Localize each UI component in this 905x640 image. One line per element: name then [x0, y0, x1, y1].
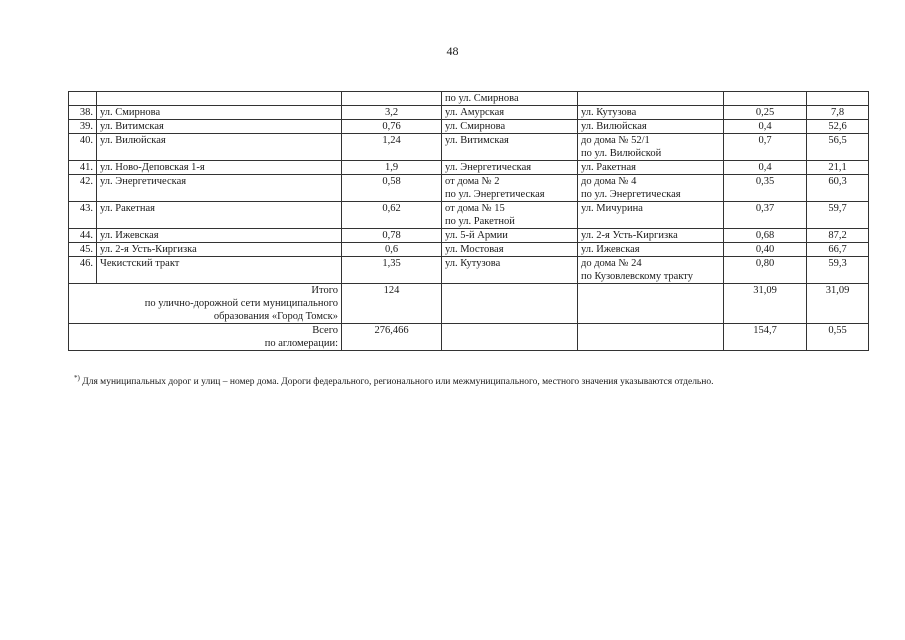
cell-line: по ул. Ракетной	[445, 216, 515, 227]
row-number-cell: 43.	[69, 202, 97, 229]
from-cell	[442, 202, 578, 229]
total-width-cell: 31,09	[724, 284, 807, 324]
cell-line: ул. Вилюйская	[581, 121, 647, 132]
row-number-cell: 38.	[69, 106, 97, 120]
street-name-cell: ул. 2-я Усть-Киргизка	[97, 243, 342, 257]
total-row	[69, 324, 869, 351]
cell-line: ул. Амурская	[445, 107, 505, 118]
to-cell	[578, 229, 724, 243]
cell-line: образования «Город Томск»	[213, 311, 338, 322]
table-row	[69, 202, 869, 229]
cell-line: ул. Кутузова	[581, 107, 637, 118]
cell-line: от дома № 2	[445, 176, 500, 187]
total-label-cell	[69, 324, 342, 351]
width-cell: 0,25	[724, 106, 807, 120]
cell-line: ул. 5-й Армии	[445, 230, 508, 241]
share-cell: 7,8	[807, 106, 869, 120]
table-row	[69, 257, 869, 284]
street-name-cell: ул. Ижевская	[97, 229, 342, 243]
row-number-cell: 44.	[69, 229, 97, 243]
row-number-cell: 41.	[69, 161, 97, 175]
total-length-cell: 124	[342, 284, 442, 324]
length-cell: 1,35	[342, 257, 442, 284]
cell-line: по улично-дорожной сети муниципального	[144, 298, 338, 309]
cell-line: ул. Ижевская	[581, 244, 640, 255]
from-cell	[442, 161, 578, 175]
cell-line: ул. Мостовая	[445, 244, 504, 255]
empty-cell	[578, 324, 724, 351]
cell-line: по Кузовлевскому тракту	[581, 271, 693, 282]
street-name-cell: ул. Энергетическая	[97, 175, 342, 202]
share-cell: 21,1	[807, 161, 869, 175]
width-cell: 0,7	[724, 134, 807, 161]
from-cell: по ул. Смирнова	[442, 92, 578, 106]
cell-line: до дома № 52/1	[581, 135, 650, 146]
empty-cell	[442, 284, 578, 324]
cell-line: по ул. Энергетическая	[445, 189, 545, 200]
from-cell	[442, 175, 578, 202]
cell-line: до дома № 24	[581, 258, 642, 269]
row-number-cell: 46.	[69, 257, 97, 284]
share-cell: 56,5	[807, 134, 869, 161]
page-number: 48	[446, 44, 459, 58]
to-cell	[578, 202, 724, 229]
footnote-text: Для муниципальных дорог и улиц – номер дома. Дороги федерального, регионального или межмуниципального, местного значения указываются отдельно.	[79, 377, 714, 388]
total-width-cell: 154,7	[724, 324, 807, 351]
street-name-cell: ул. Витимская	[97, 120, 342, 134]
cell-line: ул. Мичурина	[581, 203, 643, 214]
width-cell: 0,35	[724, 175, 807, 202]
share-cell: 87,2	[807, 229, 869, 243]
share-cell: 66,7	[807, 243, 869, 257]
share-cell: 60,3	[807, 175, 869, 202]
empty-cell	[578, 284, 724, 324]
width-cell: 0,40	[724, 243, 807, 257]
length-cell: 0,58	[342, 175, 442, 202]
cell-line: ул. Энергетическая	[445, 162, 532, 173]
row-number-cell: 42.	[69, 175, 97, 202]
length-cell: 0,78	[342, 229, 442, 243]
street-name-cell: ул. Ново-Деповская 1-я	[97, 161, 342, 175]
from-cell	[442, 257, 578, 284]
cell-line: Всего	[312, 325, 338, 336]
to-cell	[578, 257, 724, 284]
to-cell	[578, 120, 724, 134]
empty-cell	[442, 324, 578, 351]
length-cell: 3,2	[342, 106, 442, 120]
continuation-row	[69, 92, 869, 106]
length-cell: 0,76	[342, 120, 442, 134]
cell-line: ул. Витимская	[445, 135, 509, 146]
row-number-cell: 39.	[69, 120, 97, 134]
width-cell: 0,37	[724, 202, 807, 229]
from-cell	[442, 229, 578, 243]
roads-table	[68, 91, 869, 351]
width-cell: 0,4	[724, 120, 807, 134]
cell-line: от дома № 15	[445, 203, 505, 214]
total-row	[69, 284, 869, 324]
to-cell	[578, 161, 724, 175]
cell-line: до дома № 4	[581, 176, 637, 187]
to-cell	[578, 175, 724, 202]
row-number-cell: 40.	[69, 134, 97, 161]
to-cell	[578, 106, 724, 120]
row-number-cell: 45.	[69, 243, 97, 257]
table-row	[69, 134, 869, 161]
total-share-cell: 31,09	[807, 284, 869, 324]
from-cell	[442, 106, 578, 120]
width-cell: 0,4	[724, 161, 807, 175]
street-name-cell: ул. Ракетная	[97, 202, 342, 229]
from-cell	[442, 243, 578, 257]
width-cell: 0,68	[724, 229, 807, 243]
length-cell: 0,6	[342, 243, 442, 257]
table-row	[69, 120, 869, 134]
cell-line: ул. Ракетная	[581, 162, 636, 173]
length-cell: 0,62	[342, 202, 442, 229]
footnote-marker: *)	[74, 374, 80, 382]
table-row	[69, 243, 869, 257]
cell-line: ул. Кутузова	[445, 258, 501, 269]
cell-line: по ул. Энергетическая	[581, 189, 681, 200]
street-name-cell: Чекистский тракт	[97, 257, 342, 284]
length-cell: 1,24	[342, 134, 442, 161]
share-cell: 52,6	[807, 120, 869, 134]
table-row	[69, 161, 869, 175]
from-cell	[442, 134, 578, 161]
share-cell: 59,7	[807, 202, 869, 229]
street-name-cell: ул. Вилюйская	[97, 134, 342, 161]
cell-line: Итого	[311, 285, 338, 296]
total-label-cell	[69, 284, 342, 324]
footnote	[74, 372, 874, 388]
length-cell: 1,9	[342, 161, 442, 175]
total-length-cell: 276,466	[342, 324, 442, 351]
to-cell	[578, 134, 724, 161]
from-cell	[442, 120, 578, 134]
table-row	[69, 175, 869, 202]
cell-line: по агломерации:	[264, 338, 338, 349]
share-cell: 59,3	[807, 257, 869, 284]
table-row	[69, 229, 869, 243]
cell-line: по ул. Вилюйской	[581, 148, 662, 159]
width-cell: 0,80	[724, 257, 807, 284]
total-share-cell: 0,55	[807, 324, 869, 351]
table-row	[69, 106, 869, 120]
cell-line: ул. Смирнова	[445, 121, 506, 132]
cell-line: ул. 2-я Усть-Киргизка	[581, 230, 678, 241]
to-cell	[578, 243, 724, 257]
street-name-cell: ул. Смирнова	[97, 106, 342, 120]
